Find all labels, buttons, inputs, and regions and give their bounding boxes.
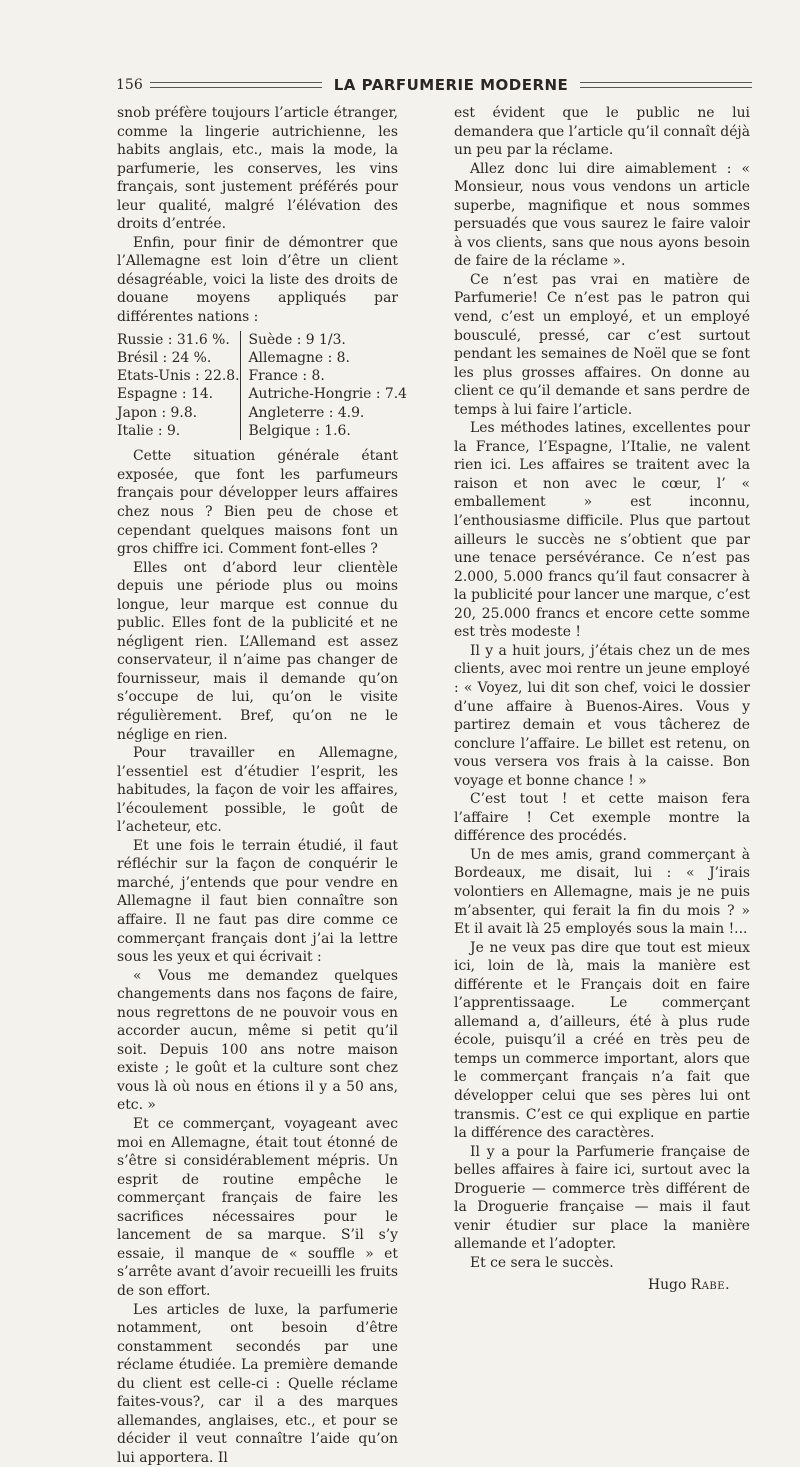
author-last-name: Rabe. [691, 1277, 730, 1293]
paragraph: Un de mes amis, grand commerçant à Bordeaux, me disait, lui : « J’irais volontiers en Allemagne, mais je ne puis m’absenter, qui ferait la fin du mois ? » Et il avait là 25 employés sous la main !... [454, 846, 750, 939]
quoted-letter: « Vous me demandez quelques changements dans nos façons de faire, nous regrettons de ne pouvoir vous en accorder aucun, même si petit qu’il soit. Depuis 100 ans notre maison existe ; le goût et la culture sont chez vous là où nous en étions il y a 50 ans, etc. » [117, 967, 398, 1115]
tariff-item: Allemagne : 8. [249, 349, 408, 367]
paragraph: Et ce commerçant, voyageant avec moi en Allemagne, était tout étonné de s’être si considérablement mépris. Un esprit de routine empêche le commerçant français de faire les sacrifices nécessaires pour le lancement de sa marque. S’il s’y essaie, il manque de « souffle » et s’arrête avant d’avoir recueilli les fruits de son effort. [117, 1115, 398, 1300]
tariff-item: Suède : 9 1/3. [249, 331, 408, 349]
paragraph: Et une fois le terrain étudié, il faut réfléchir sur la façon de conquérir le marché, j’entends que pour vendre en Allemagne il faut bien connaître son affaire. Il ne faut pas dire comme ce commerçant français dont j’ai la lettre sous les yeux et qui écrivait : [117, 837, 398, 967]
tariff-table [117, 331, 398, 441]
header-rule-right [580, 82, 752, 88]
author-first-name: Hugo [648, 1277, 686, 1293]
paragraph: Il y a huit jours, j’étais chez un de mes clients, avec moi rentre un jeune employé : « Voyez, lui dit son chef, voici le dossier d’une affaire à Buenos-Aires. Vous y partirez demain et vous tâcherez de conclure l’affaire. Le billet est retenu, on vous versera vos frais à la caisse. Bon voyage et bonne chance ! » [454, 642, 750, 790]
tariff-list-left [117, 331, 241, 441]
tariff-item: France : 8. [249, 367, 408, 385]
right-column [454, 104, 750, 1295]
tariff-list-right [241, 331, 408, 441]
tariff-item: Italie : 9. [117, 422, 240, 440]
paragraph: snob préfère toujours l’article étranger, comme la lingerie autrichienne, les habits anglais, etc., mais la mode, la parfumerie, les conserves, les vins français, sont justement préférés pour leur qualité, malgré l’élévation des droits d’entrée. [117, 104, 398, 234]
paragraph: Il y a pour la Parfumerie française de belles affaires à faire ici, surtout avec la Droguerie — commerce très différent de la Droguerie française — mais il faut venir étudier sur place la manière allemande et l’adopter. [454, 1143, 750, 1254]
tariff-item: Japon : 9.8. [117, 404, 240, 422]
author-signature [454, 1276, 750, 1295]
tariff-item: Russie : 31.6 %. [117, 331, 240, 349]
tariff-item: Belgique : 1.6. [249, 422, 408, 440]
paragraph: Cette situation générale étant exposée, que font les parfumeurs français pour développer leurs affaires chez nous ? Bien peu de chose et cependant quelques maisons font un gros chiffre ici. Comment font-elles ? [117, 447, 398, 558]
tariff-item: Brésil : 24 %. [117, 349, 240, 367]
paragraph: Et ce sera le succès. [454, 1254, 750, 1273]
paragraph: Je ne veux pas dire que tout est mieux ici, loin de là, mais la manière est différente et le Français doit en faire l’apprentissaage. Le commerçant allemand a, d’ailleurs, été à plus rude école, puisqu’il a créé en très peu de temps un commerce important, alors que le commerçant français n’a fait que développer celui que ses pères lui ont transmis. C’est ce qui explique en partie la différence des caractères. [454, 939, 750, 1143]
paragraph: Elles ont d’abord leur clientèle depuis une période plus ou moins longue, leur marque est connue du public. Elles font de la publicité et ne négligent rien. L’Allemand est assez conservateur, il n’aime pas changer de fournisseur, mais il demande qu’on s’occupe de lui, qu’on le visite régulièrement. Bref, qu’on ne le néglige en rien. [117, 559, 398, 744]
tariff-item: Espagne : 14. [117, 385, 240, 403]
page-number: 156 [116, 77, 150, 93]
header-rule-left [150, 82, 322, 88]
paragraph: Pour travailler en Allemagne, l’essentiel est d’étudier l’esprit, les habitudes, la façon de voir les affaires, l’écoulement possible, le goût de l’acheteur, etc. [117, 744, 398, 837]
left-column [117, 104, 398, 1467]
running-title: LA PARFUMERIE MODERNE [322, 76, 581, 94]
paragraph: Allez donc lui dire aimablement : « Monsieur, nous vous vendons un article superbe, magnifique et nous sommes persuadés que vous saurez le faire valoir à vos clients, sans que nous ayons besoin de faire de la réclame ». [454, 160, 750, 271]
paragraph: Les articles de luxe, la parfumerie notamment, ont besoin d’être constamment secondés par une réclame étudiée. La première demande du client est celle-ci : Quelle réclame faites-vous?, car il a des marques allemandes, anglaises, etc., et pour se décider il veut connaître l’aide qu’on lui apportera. Il [117, 1301, 398, 1467]
paragraph: Enfin, pour finir de démontrer que l’Allemagne est loin d’être un client désagréable, voici la liste des droits de douane moyens appliqués par différentes nations : [117, 234, 398, 327]
tariff-item: Autriche-Hongrie : 7.4 [249, 385, 408, 403]
tariff-item: Etats-Unis : 22.8. [117, 367, 240, 385]
page-header [116, 76, 752, 94]
paragraph: C’est tout ! et cette maison fera l’affaire ! Cet exemple montre la différence des procédés. [454, 790, 750, 846]
paragraph: est évident que le public ne lui demandera que l’article qu’il connaît déjà un peu par la réclame. [454, 104, 750, 160]
paragraph: Ce n’est pas vrai en matière de Parfumerie! Ce n’est pas le patron qui vend, c’est un employé, et un employé bousculé, pressé, car c’est surtout pendant les semaines de Noël que se font les plus grosses affaires. On donne au client ce qu’il demande et sans perdre de temps à lui faire l’article. [454, 271, 750, 419]
tariff-item: Angleterre : 4.9. [249, 404, 408, 422]
paragraph: Les méthodes latines, excellentes pour la France, l’Espagne, l’Italie, ne valent rien ici. Les affaires se traitent avec la raison et non avec le cœur, l’ « emballement » est inconnu, l’enthousiasme difficile. Plus que partout ailleurs le succès ne s’obtient que par une tenace persévérance. Ce n’est pas 2.000, 5.000 francs qu’il faut consacrer à la publicité pour lancer une marque, c’est 20, 25.000 francs et encore cette somme est très modeste ! [454, 419, 750, 642]
